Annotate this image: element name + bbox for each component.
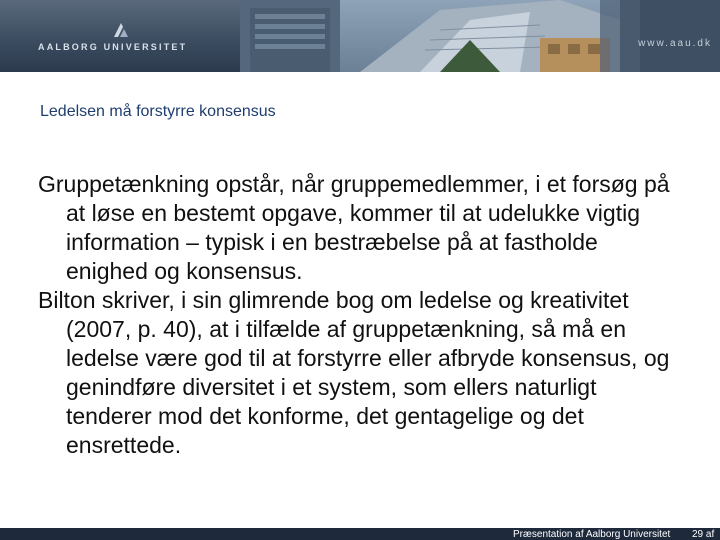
- footer-presentation-label: Præsentation af Aalborg Universitet: [513, 529, 671, 540]
- campus-building-photo: [0, 0, 720, 72]
- body-paragraph: Bilton skriver, i sin glimrende bog om ledelse og kreativitet (2007, p. 40), at i tilfælde af gruppetænkning, så må en ledelse være god til at forstyrre eller afbryde konsensus, og genindføre diversitet i et system, som ellers naturligt tenderer mod det konforme, det gentagelige og det ensrettede.: [38, 287, 670, 458]
- slide-body: [38, 170, 678, 460]
- header-banner: [0, 0, 720, 72]
- website-url[interactable]: www.aau.dk: [638, 38, 712, 49]
- slide-title: Ledelsen må forstyrre konsensus: [40, 103, 276, 120]
- university-logo-icon: [112, 21, 130, 39]
- footer-page-number: 29 af: [692, 529, 715, 540]
- university-name: AALBORG UNIVERSITET: [38, 42, 188, 52]
- body-paragraph: Gruppetænkning opstår, når gruppemedlemmer, i et forsøg på at løse en bestemt opgave, kommer til at udelukke vigtig information – typisk i en bestræbelse på at fastholde enighed og konsensus.: [38, 171, 670, 284]
